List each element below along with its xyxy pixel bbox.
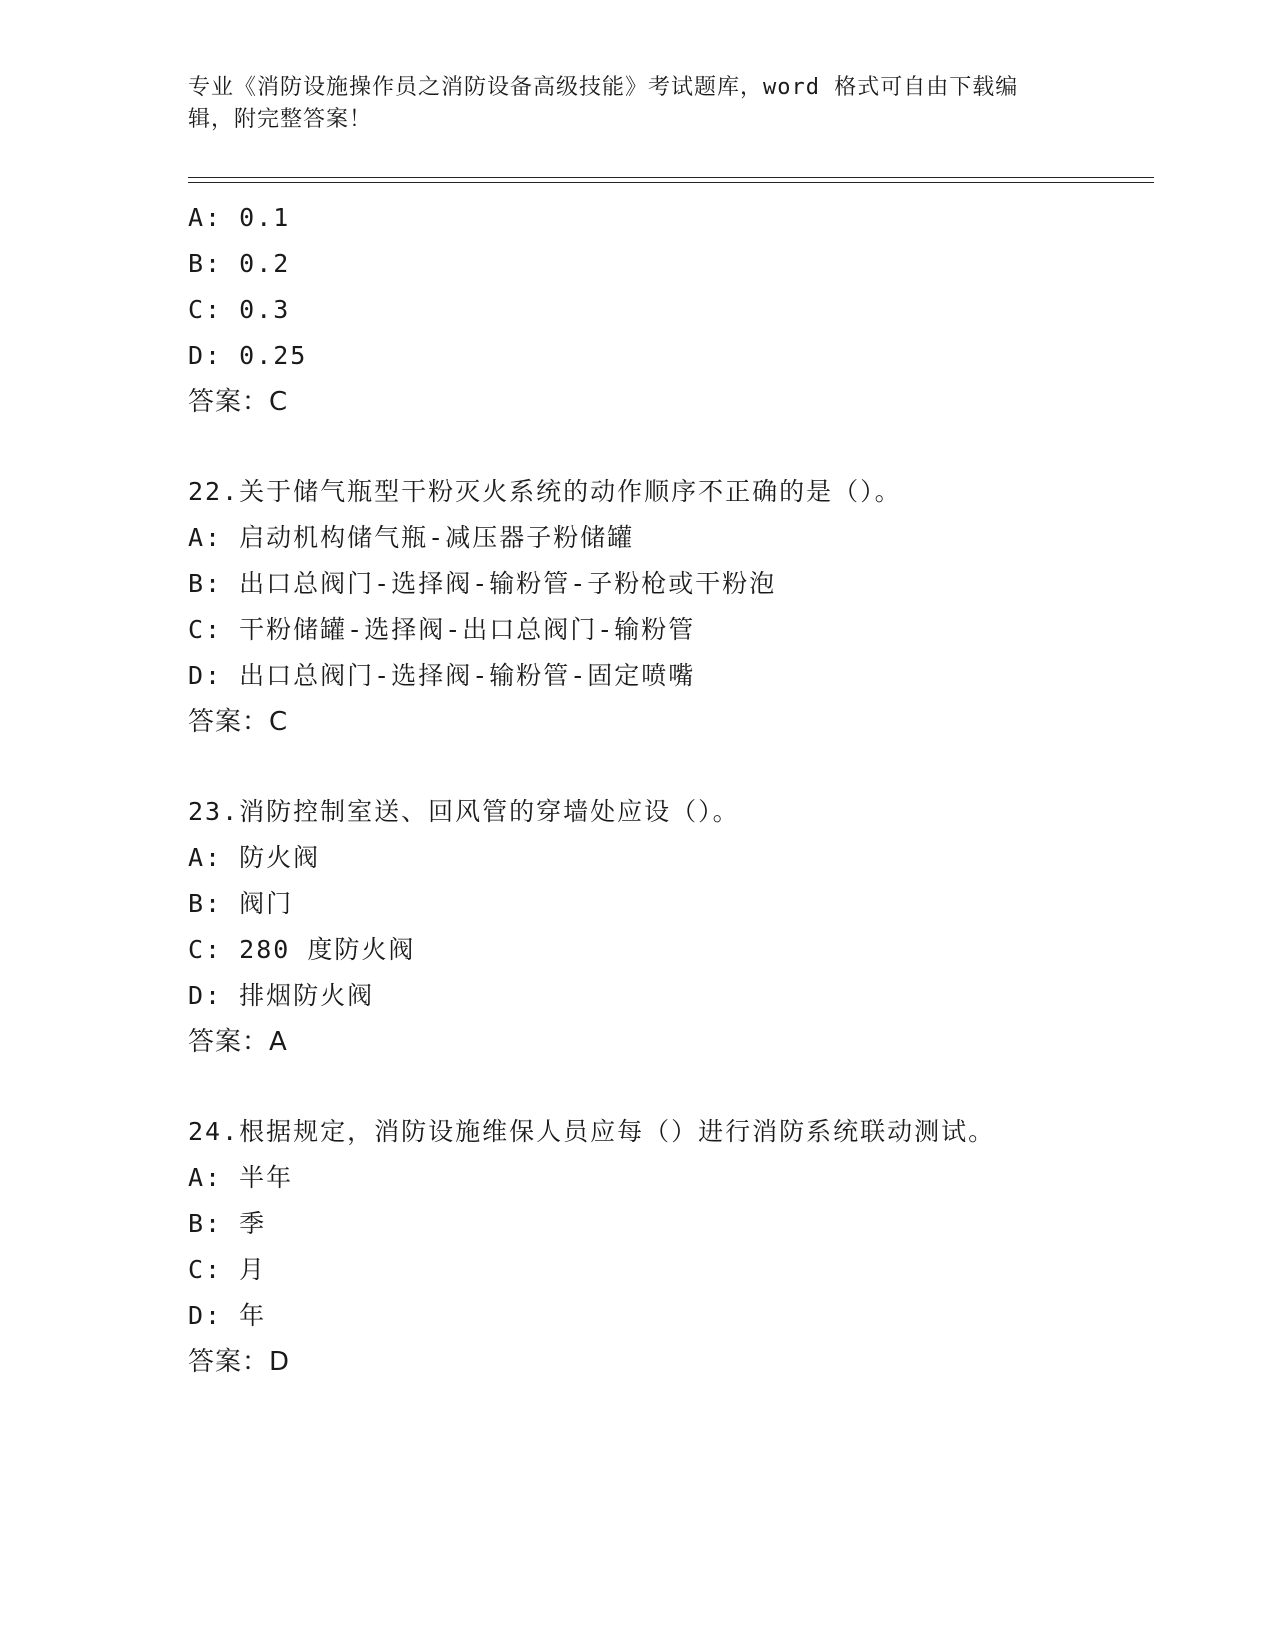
option-b: B: 季: [188, 1209, 267, 1238]
option-d: D: 排烟防火阀: [188, 981, 375, 1010]
question-text: 22.关于储气瓶型干粉灭火系统的动作顺序不正确的是（）。: [188, 477, 902, 506]
question-21: [188, 195, 1154, 425]
option-b: B: 0.2: [188, 249, 291, 278]
option-a: A: 防火阀: [188, 843, 321, 872]
question-list: [188, 195, 1154, 1385]
option-c: C: 0.3: [188, 295, 291, 324]
spacer: [188, 1065, 1154, 1109]
question-text: 23.消防控制室送、回风管的穿墙处应设（）。: [188, 797, 740, 826]
option-b: B: 出口总阀门-选择阀-输粉管-子粉枪或干粉泡: [188, 569, 777, 598]
answer: 答案：C: [188, 387, 289, 417]
option-b: B: 阀门: [188, 889, 294, 918]
option-c: C: 月: [188, 1255, 267, 1284]
option-c: C: 干粉储罐-选择阀-出口总阀门-输粉管: [188, 615, 696, 644]
header-divider-top: [188, 177, 1154, 178]
option-d: D: 0.25: [188, 341, 308, 370]
option-d: D: 年: [188, 1301, 267, 1330]
option-a: A: 半年: [188, 1163, 294, 1192]
answer: 答案：A: [188, 1027, 288, 1057]
question-24: [188, 1109, 1154, 1385]
spacer: [188, 425, 1154, 469]
option-a: A: 启动机构储气瓶-减压器子粉储罐: [188, 523, 635, 552]
header-divider-bottom: [188, 182, 1154, 183]
question-22: [188, 469, 1154, 745]
answer: 答案：D: [188, 1347, 291, 1377]
spacer: [188, 745, 1154, 789]
header-line-2: 辑，附完整答案！: [188, 107, 373, 132]
option-a: A: 0.1: [188, 203, 291, 232]
answer: 答案：C: [188, 707, 289, 737]
question-text: 24.根据规定，消防设施维保人员应每（）进行消防系统联动测试。: [188, 1117, 996, 1146]
option-c: C: 280 度防火阀: [188, 935, 416, 964]
document-header: [188, 72, 1068, 136]
option-d: D: 出口总阀门-选择阀-输粉管-固定喷嘴: [188, 661, 696, 690]
question-23: [188, 789, 1154, 1065]
header-line-1: 专业《消防设施操作员之消防设备高级技能》考试题库，word 格式可自由下载编: [188, 75, 1019, 100]
